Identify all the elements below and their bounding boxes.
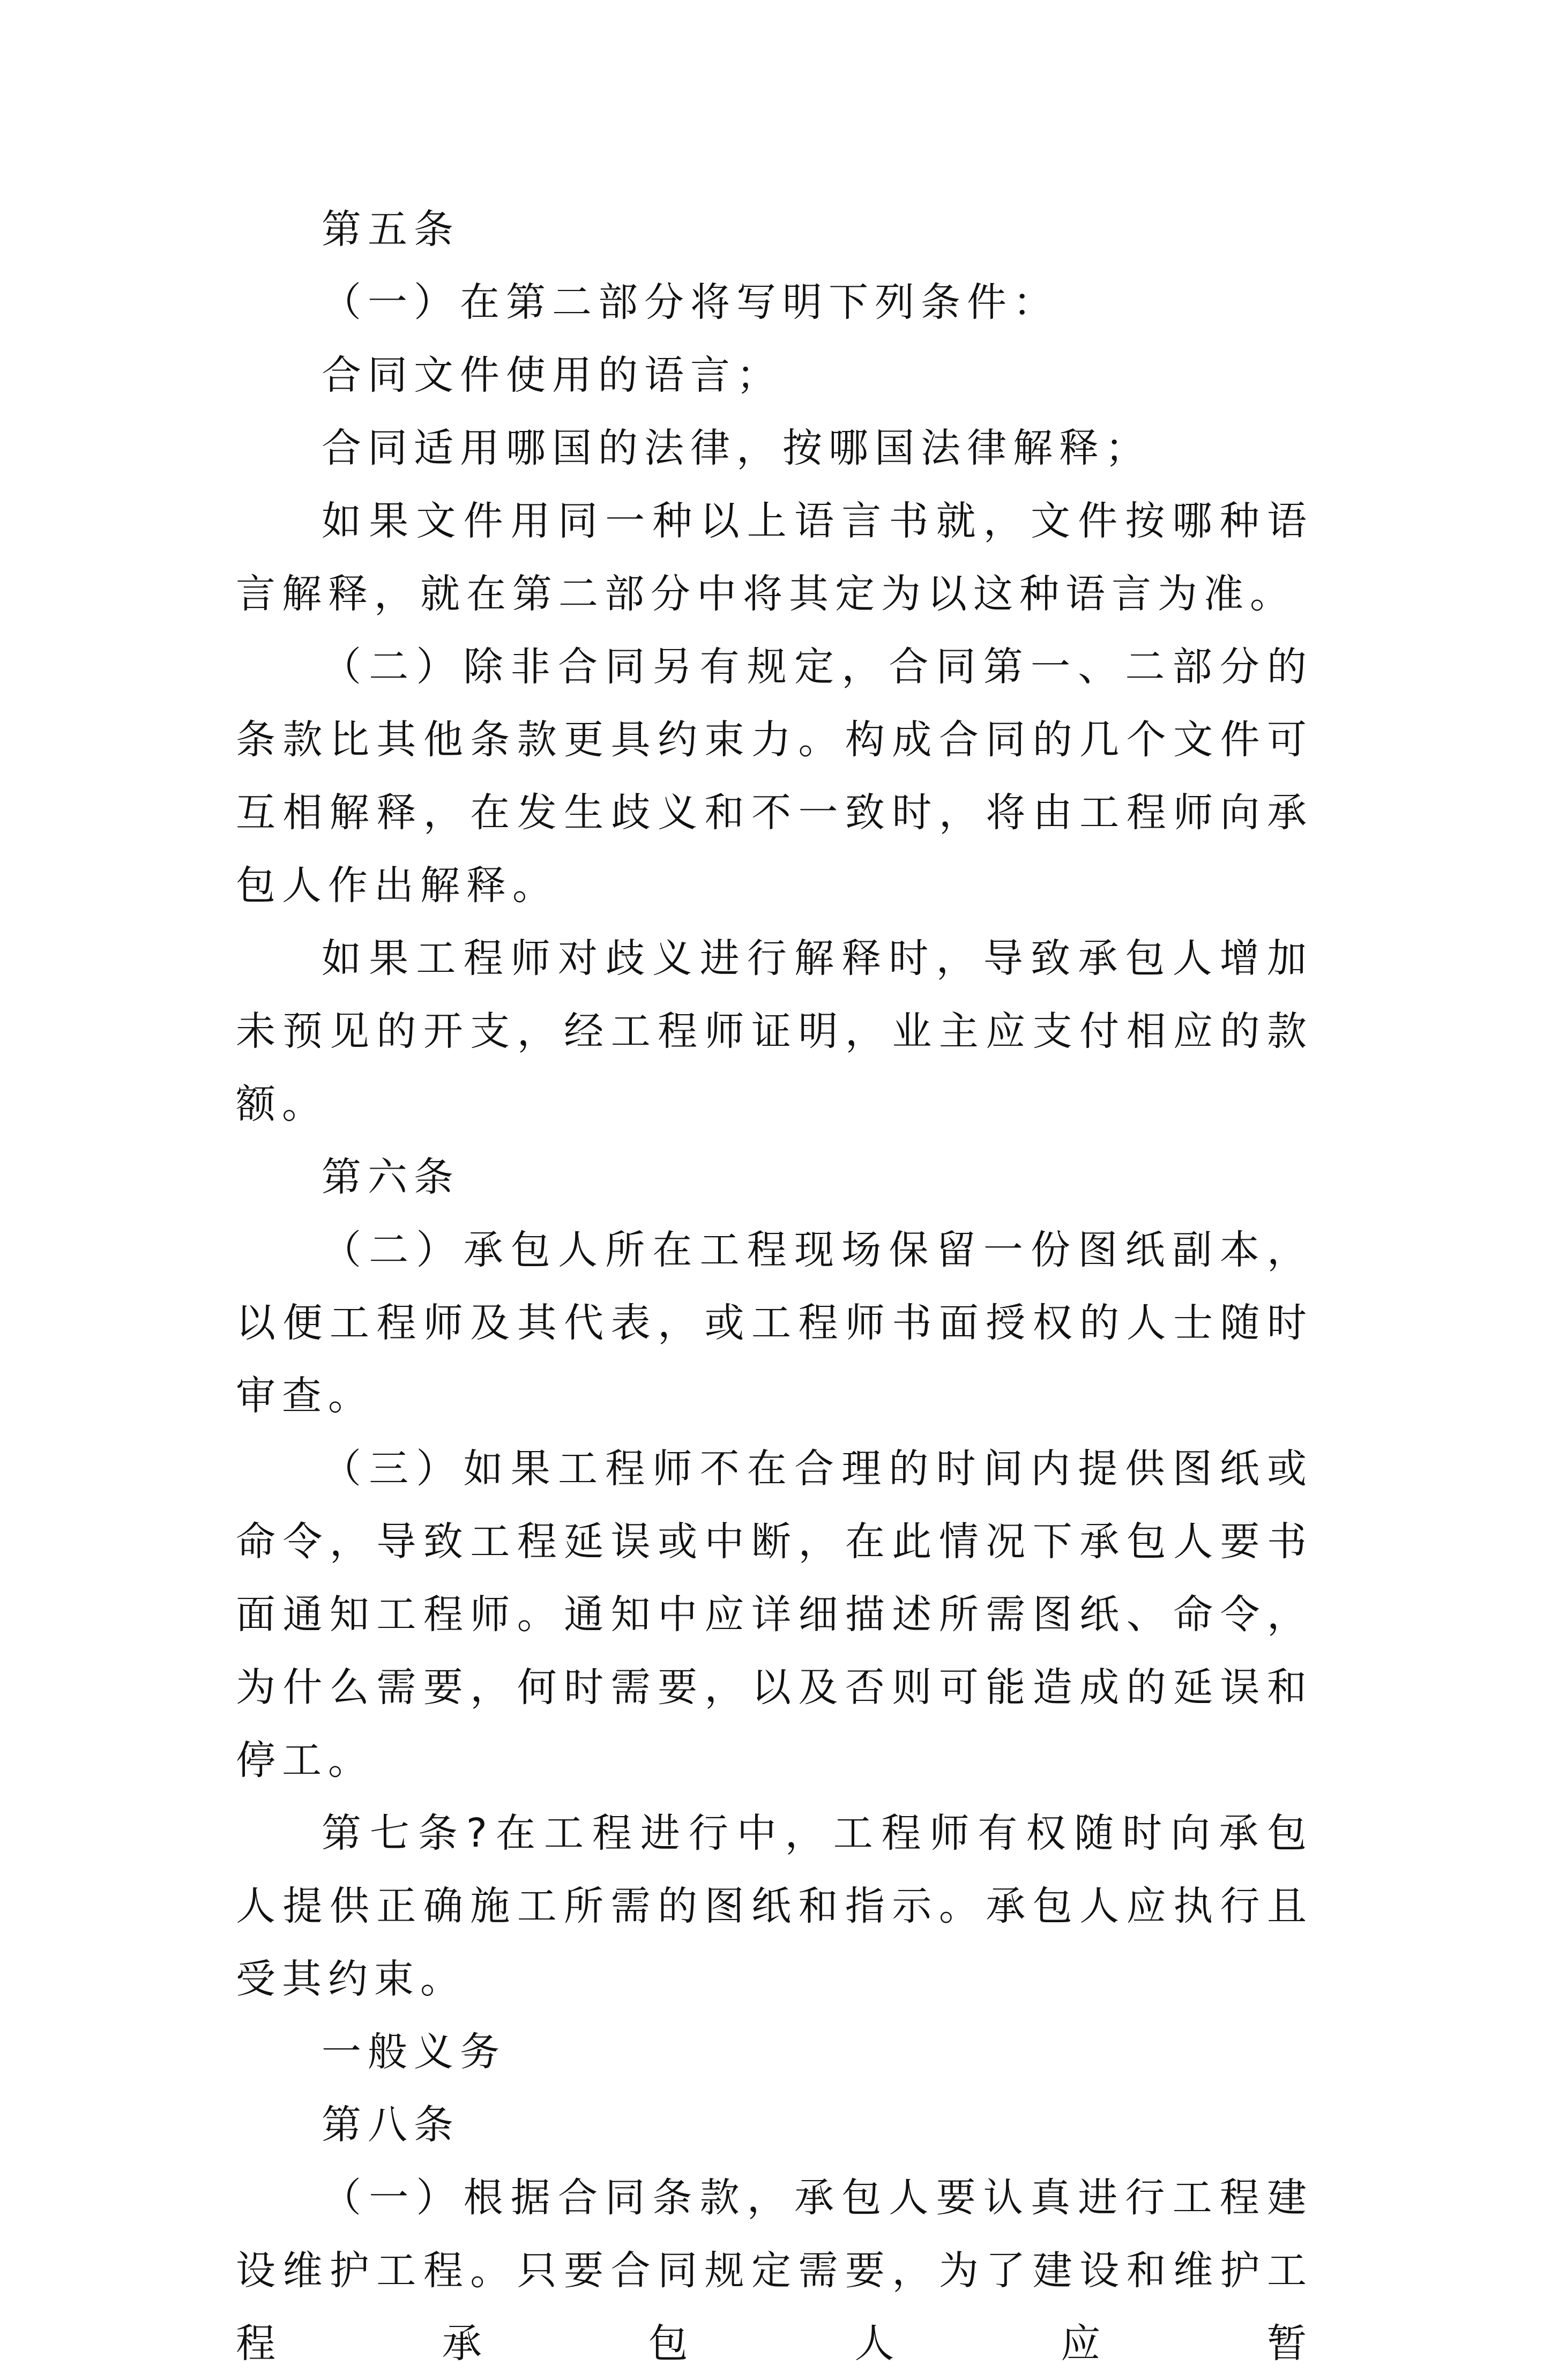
article-6-heading: 第六条 — [322, 1154, 460, 1200]
condition-governing-law: 合同适用哪国的法律，按哪国法律解释； — [322, 425, 1151, 471]
document-body — [236, 193, 1313, 2380]
article-8-clause-1: （一）根据合同条款，承包人要认真进行工程建设维护工程。只要合同规定需要，为了建设和维护工程承包人应暂 — [236, 2175, 1313, 2367]
article-8-heading: 第八条 — [322, 2102, 460, 2148]
article-5-clause-2: （二）除非合同另有规定，合同第一、二部分的条款比其他条款更具约束力。构成合同的几个文件可互相解释，在发生歧义和不一致时，将由工程师向承包人作出解释。 — [236, 644, 1313, 909]
condition-language: 合同文件使用的语言； — [322, 352, 782, 398]
article-5-clause-1: （一）在第二部分将写明下列条件： — [322, 279, 1059, 325]
article-5-heading: 第五条 — [322, 206, 460, 252]
general-obligations-heading: 一般义务 — [322, 2029, 506, 2075]
article-6-clause-2: （二）承包人所在工程现场保留一份图纸副本，以便工程师及其代表，或工程师书面授权的人士随时审查。 — [236, 1227, 1313, 1419]
article-6-clause-3: （三）如果工程师不在合理的时间内提供图纸或命令，导致工程延误或中断，在此情况下承包人要书面通知工程师。通知中应详细描述所需图纸、命令，为什么需要，何时需要，以及否则可能造成的延误和停工。 — [236, 1446, 1313, 1783]
ambiguity-cost-paragraph: 如果工程师对歧义进行解释时，导致承包人增加未预见的开支，经工程师证明，业主应支付相应的款额。 — [236, 935, 1313, 1127]
article-7-paragraph: 第七条?在工程进行中，工程师有权随时向承包人提供正确施工所需的图纸和指示。承包人应执行且受其约束。 — [236, 1810, 1313, 2002]
condition-prevailing-language: 如果文件用同一种以上语言书就，文件按哪种语言解释，就在第二部分中将其定为以这种语言为准。 — [236, 498, 1313, 617]
